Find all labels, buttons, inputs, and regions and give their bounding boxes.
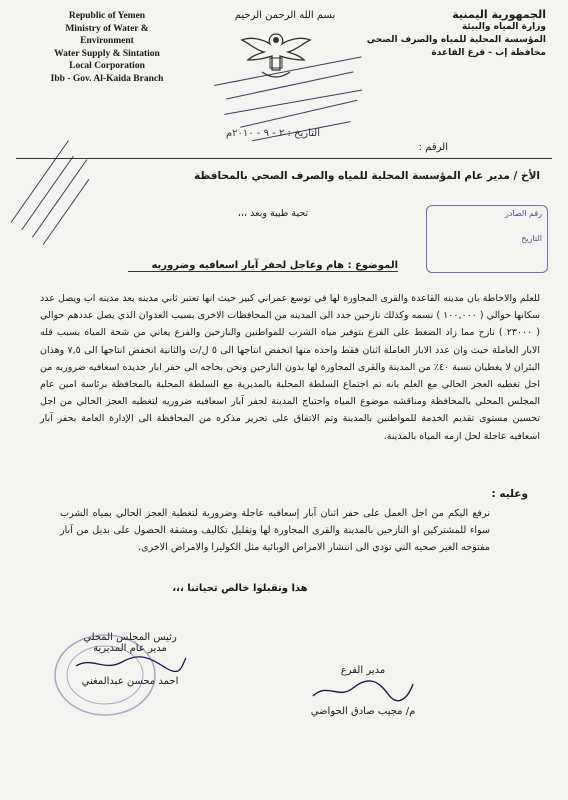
letterhead-en-line: Ministry of Water & bbox=[65, 23, 149, 34]
basmala: بسم الله الرحمن الرحيم bbox=[234, 10, 336, 21]
letterhead-en-line: Republic of Yemen bbox=[68, 11, 146, 21]
council-head-name: احمد محسن عبدالمغني bbox=[81, 676, 179, 687]
letter-date: التاريخ : ٢ - ٩ - ٢٠١٠م bbox=[225, 128, 320, 139]
branch-manager-title: مدير الفرع bbox=[340, 665, 386, 676]
handwritten-note-left bbox=[2, 126, 147, 273]
reference-number-label: الرقم : bbox=[418, 142, 448, 153]
stamp-ref-label: رقم الصادر bbox=[504, 209, 542, 218]
letterhead-ar-line: محافظة إب - فرع القاعدة bbox=[431, 48, 546, 58]
official-seal-icon bbox=[50, 630, 160, 720]
received-stamp bbox=[426, 205, 548, 273]
letterhead-ar-line: المؤسسة المحلية للمياه والصرف الصحي bbox=[366, 35, 546, 45]
letterhead-en-line: Ibb - Gov. Al-Kaida Branch bbox=[50, 73, 164, 84]
letterhead-en-line: Environment bbox=[80, 36, 134, 46]
body-paragraph: للعلم والاحاطة بان مدينه القاعدة والقرى المجاورة لها في توسع عمراني كبير حيث انها تعتبر ثاني مدينه بعد مدينه اب ويصل عدد سكانها حوالي ( ١٠٠,٠٠٠ ) نسمه وكذلك نازحين جدد الى المدينه من المحافظات الاخرى بسبب العدوان الذي يصل عددهم حوالي ( ٢٣٠٠٠ ) نازح مما زاد الضغط على الفرع بتوفير مياه الشرب للمواطنين والنازحين والفرع يعاني من شحة المياه بسبب قله الابار العاملة حيث وان عدد الابار العاملة اثنان فقط واحده منها انخفض انتاجها الى ٥ ل/ث والثانية انخفض انتاجها الى ٧,٥ وهذان البئران لا يغطيان نسبة ٤٠٪ من المدينة والقرى المجاورة لها بدون النازحين ونحن بحاجه الى حفر ابار جديده اسعافيه ضروريه من اجل تغطيه العجز الحالي مع العلم بانه تم اجتماع السلطة المحلية بالمديرية مع السلطة المحلية بالمحافظة برئاسة امين عام المجلس المحلي بالمحافظة ومناقشه موضوع المياه واحتياج المدينة لحفر آبار اسعافيه ضروريه لتغطيه العجز الحالي من اجل تحسين مستوى تقديم الخدمة للمواطنين بالمدينة وتم الاتفاق على تحرير مذكره من المحافظة الى الإدارة العامة بحفر آبار اسعافيه عاجلة لحل ازمه المياه بالمدينة. bbox=[40, 293, 540, 442]
branch-manager-block bbox=[298, 665, 428, 717]
closing-line: هذا وتقبلوا خالص تحياتنا ،،، bbox=[172, 583, 308, 594]
stamp-date-label: التاريخ bbox=[521, 234, 542, 243]
signature-mark bbox=[298, 678, 428, 704]
addressee-line: الأخ / مدير عام المؤسسة المحلية للمياه والصرف الصحي بالمحافظة bbox=[194, 170, 540, 182]
council-head-title: رئيس المجلس المحلي bbox=[83, 632, 177, 643]
conclusion-label: وعليه : bbox=[491, 488, 528, 500]
letterhead-en-line: Water Supply & Sintation bbox=[54, 48, 160, 59]
council-head-subtitle: مدير عام المديرية bbox=[93, 643, 167, 654]
subject-line: الموضوع : هام وعاجل لحفر آبار اسعافيه وضروريه bbox=[128, 260, 398, 272]
branch-manager-name: م/ مجيب صادق الحواضي bbox=[310, 706, 416, 717]
letterhead-ar-line: وزارة المياه والبيئة bbox=[461, 22, 546, 32]
letterhead-ar-line: الجمهورية اليمنية bbox=[452, 8, 546, 21]
recommendation-paragraph: نرفع اليكم من اجل العمل على حفر اثنان آبار إسعافيه عاجلة وضرورية لتغطية العجز الحالي بمياه الشرب سواء للمشتركين او النازحين بالمدينة والقرى المجاورة لها وتقليل تكاليف ومشقة الحصول على بديل من آبار مفتوحه الغير صحيه التي تودي الى انتشار الامراض الوبائية مثل الكوليرا والامراض الاخرى. bbox=[60, 508, 490, 553]
letterhead-en-line: Local Corporation bbox=[69, 61, 145, 71]
greeting-line: تحية طيبة وبعد ،،، bbox=[237, 208, 309, 219]
letterhead-english bbox=[22, 10, 192, 85]
